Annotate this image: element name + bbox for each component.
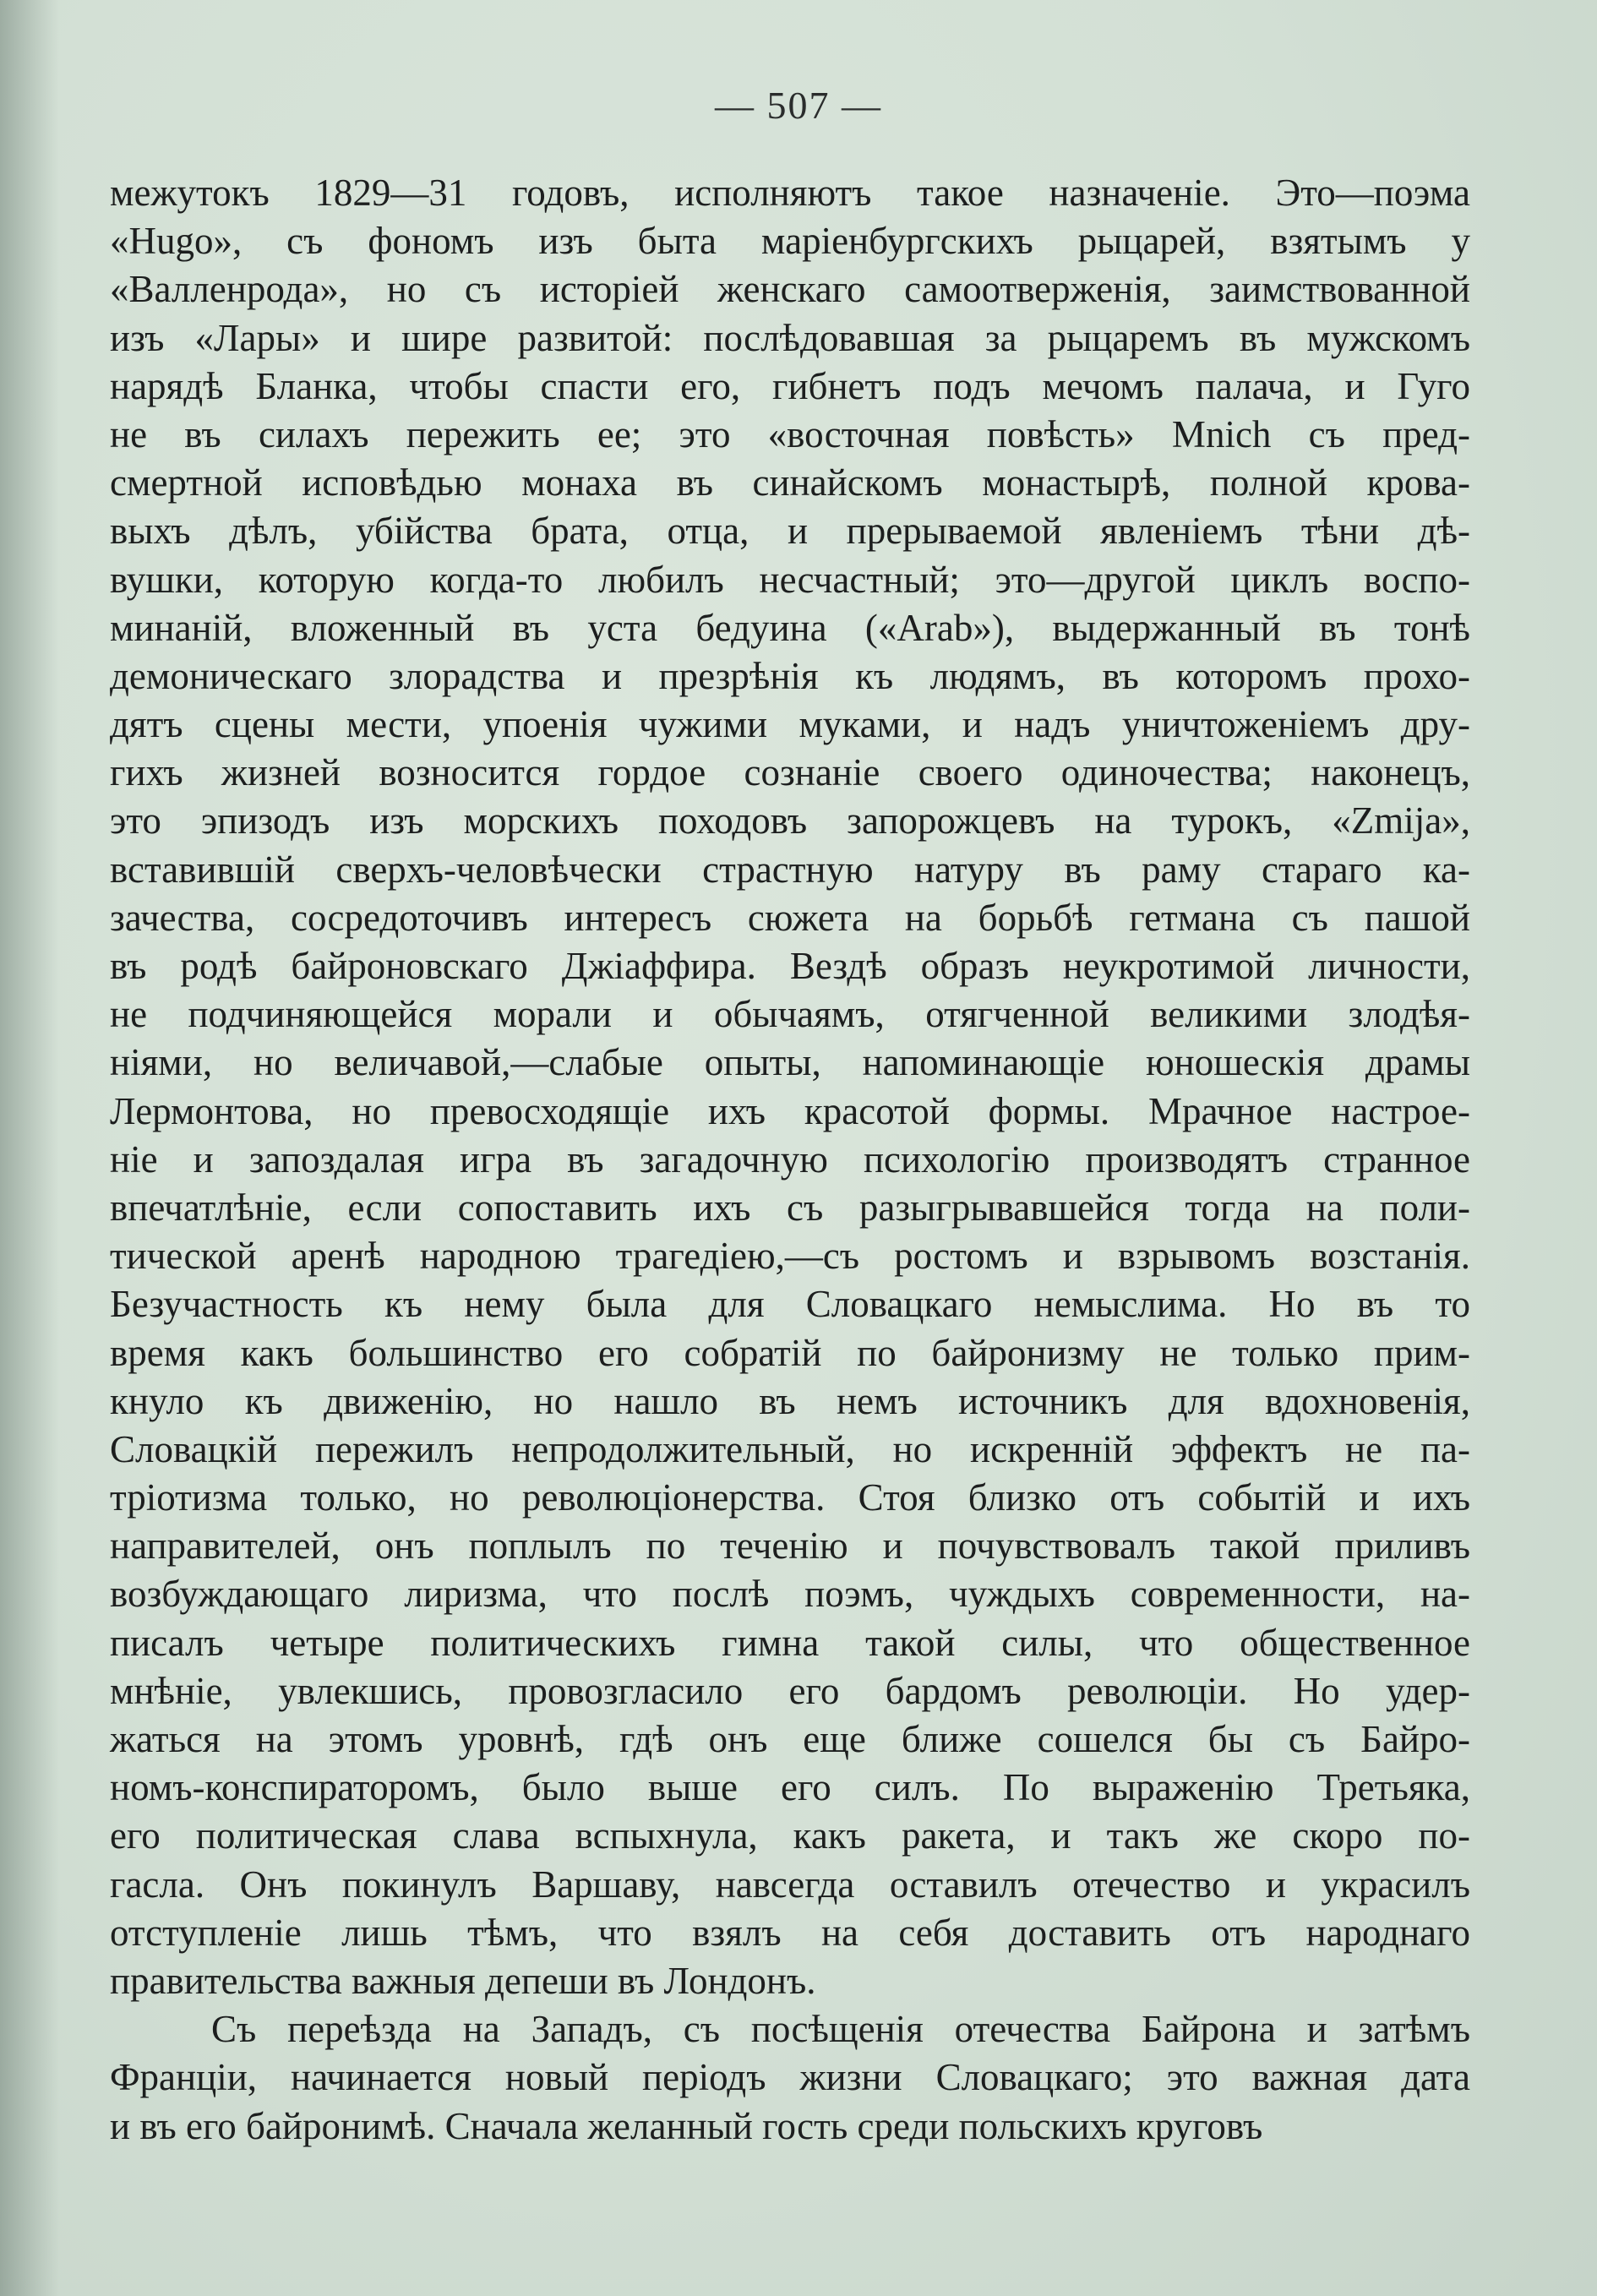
- text-line: гихъ жизней возносится гордое сознаніе своего одиночества; наконецъ,: [110, 751, 1470, 794]
- text-line: ніями, но величавой,—слабые опыты, напоминающіе юношескія драмы: [110, 1041, 1470, 1084]
- text-line: «Hugo», съ фономъ изъ быта маріенбургскихъ рыцарей, взятымъ у: [110, 220, 1470, 263]
- text-line: Съ переѣзда на Западъ, съ посѣщенія отечества Байрона и затѣмъ: [211, 2008, 1470, 2051]
- text-line: минаній, вложенный въ уста бедуина («Arab»), выдержанный въ тонѣ: [110, 606, 1470, 649]
- text-line: межутокъ 1829—31 годовъ, исполняютъ такое назначеніе. Это—поэма: [110, 172, 1470, 214]
- body-text: [110, 169, 1470, 2151]
- text-line: время какъ большинство его собратій по байронизму не только прим-: [110, 1331, 1470, 1374]
- text-line: впечатлѣніе, если сопоставить ихъ съ разыгрывавшейся тогда на поли-: [110, 1186, 1470, 1229]
- text-line: мнѣніе, увлекшись, провозгласило его бардомъ революціи. Но удер-: [110, 1669, 1470, 1712]
- text-line: изъ «Лары» и шире развитой: послѣдовавшая за рыцаремъ въ мужскомъ: [110, 316, 1470, 359]
- text-line: писалъ четыре политическихъ гимна такой силы, что общественное: [110, 1621, 1470, 1664]
- text-line: жаться на этомъ уровнѣ, гдѣ онъ еще ближе сошелся бы съ Байро-: [110, 1718, 1470, 1760]
- text-line: Лермонтова, но превосходящіе ихъ красотой формы. Мрачное настрое-: [110, 1089, 1470, 1132]
- binding-shadow: [0, 0, 59, 2296]
- text-line: нарядѣ Бланка, чтобы спасти его, гибнетъ подъ мечомъ палача, и Гуго: [110, 364, 1470, 407]
- page-number: — 507 —: [715, 84, 882, 127]
- text-line: направителей, онъ поплылъ по теченію и почувствовалъ такой приливъ: [110, 1524, 1470, 1568]
- text-line: номъ-конспираторомъ, было выше его силъ. По выраженію Третьяка,: [110, 1766, 1470, 1809]
- text-line: «Валленрода», но съ исторіей женскаго самоотверженія, заимствованной: [110, 268, 1470, 311]
- text-line: Безучастность къ нему была для Словацкаго немыслима. Но въ то: [110, 1283, 1470, 1326]
- text-line: дятъ сцены мести, упоенія чужими муками, и надъ уничтоженіемъ дру-: [110, 703, 1470, 746]
- text-line: вставившій сверхъ-человѣчески страстную натуру въ раму стараго ка-: [110, 848, 1470, 891]
- text-line: тріотизма только, но революціонерства. Стоя близко отъ событій и ихъ: [110, 1476, 1470, 1519]
- text-line: Словацкій пережилъ непродолжительный, но искренній эффектъ не па-: [110, 1427, 1470, 1470]
- text-line: ніе и запоздалая игра въ загадочную психологію производятъ странное: [110, 1137, 1470, 1181]
- text-line: возбуждающаго лиризма, что послѣ поэмъ, чуждыхъ современности, на-: [110, 1573, 1470, 1616]
- text-line: выхъ дѣлъ, убійства брата, отца, и прерываемой явленіемъ тѣни дѣ-: [110, 510, 1470, 553]
- text-line: не въ силахъ пережить ее; это «восточная повѣсть» Mnich съ пред-: [110, 412, 1470, 455]
- text-line: его политическая слава вспыхнула, какъ ракета, и такъ же скоро по-: [110, 1814, 1470, 1857]
- text-line: въ родѣ байроновскаго Джіаффира. Вездѣ образъ неукротимой личности,: [110, 945, 1470, 987]
- text-line: не подчиняющейся морали и обычаямъ, отягченной великими злодѣя-: [110, 993, 1470, 1036]
- paragraph: [110, 169, 1470, 2005]
- text-line: смертной исповѣдью монаха въ синайскомъ монастырѣ, полной крова-: [110, 461, 1470, 504]
- paragraph: [110, 2005, 1470, 2151]
- text-line: это эпизодъ изъ морскихъ походовъ запорожцевъ на турокъ, «Zmija»,: [110, 799, 1470, 843]
- text-line: тической аренѣ народною трагедіею,—съ ростомъ и взрывомъ возстанія.: [110, 1235, 1470, 1278]
- text-line: вушки, которую когда-то любилъ несчастный; это—другой циклъ воспо-: [110, 558, 1470, 601]
- text-line: зачества, сосредоточивъ интересъ сюжета на борьбѣ гетмана съ пашой: [110, 896, 1470, 939]
- text-line: отступленіе лишь тѣмъ, что взялъ на себя доставить отъ народнаго: [110, 1911, 1470, 1954]
- text-line: кнуло къ движенію, но нашло въ немъ источникъ для вдохновенія,: [110, 1379, 1470, 1422]
- text-line: гасла. Онъ покинулъ Варшаву, навсегда оставилъ отечество и украсилъ: [110, 1862, 1470, 1906]
- text-line: Франціи, начинается новый періодъ жизни Словацкаго; это важная дата: [110, 2056, 1470, 2099]
- text-line: правительства важныя депеши въ Лондонъ.: [110, 1959, 816, 2002]
- text-line: и въ его байронимѣ. Сначала желанный гость среди польскихъ круговъ: [110, 2104, 1263, 2147]
- text-line: демоническаго злорадства и презрѣнія къ людямъ, въ которомъ прохо-: [110, 654, 1470, 697]
